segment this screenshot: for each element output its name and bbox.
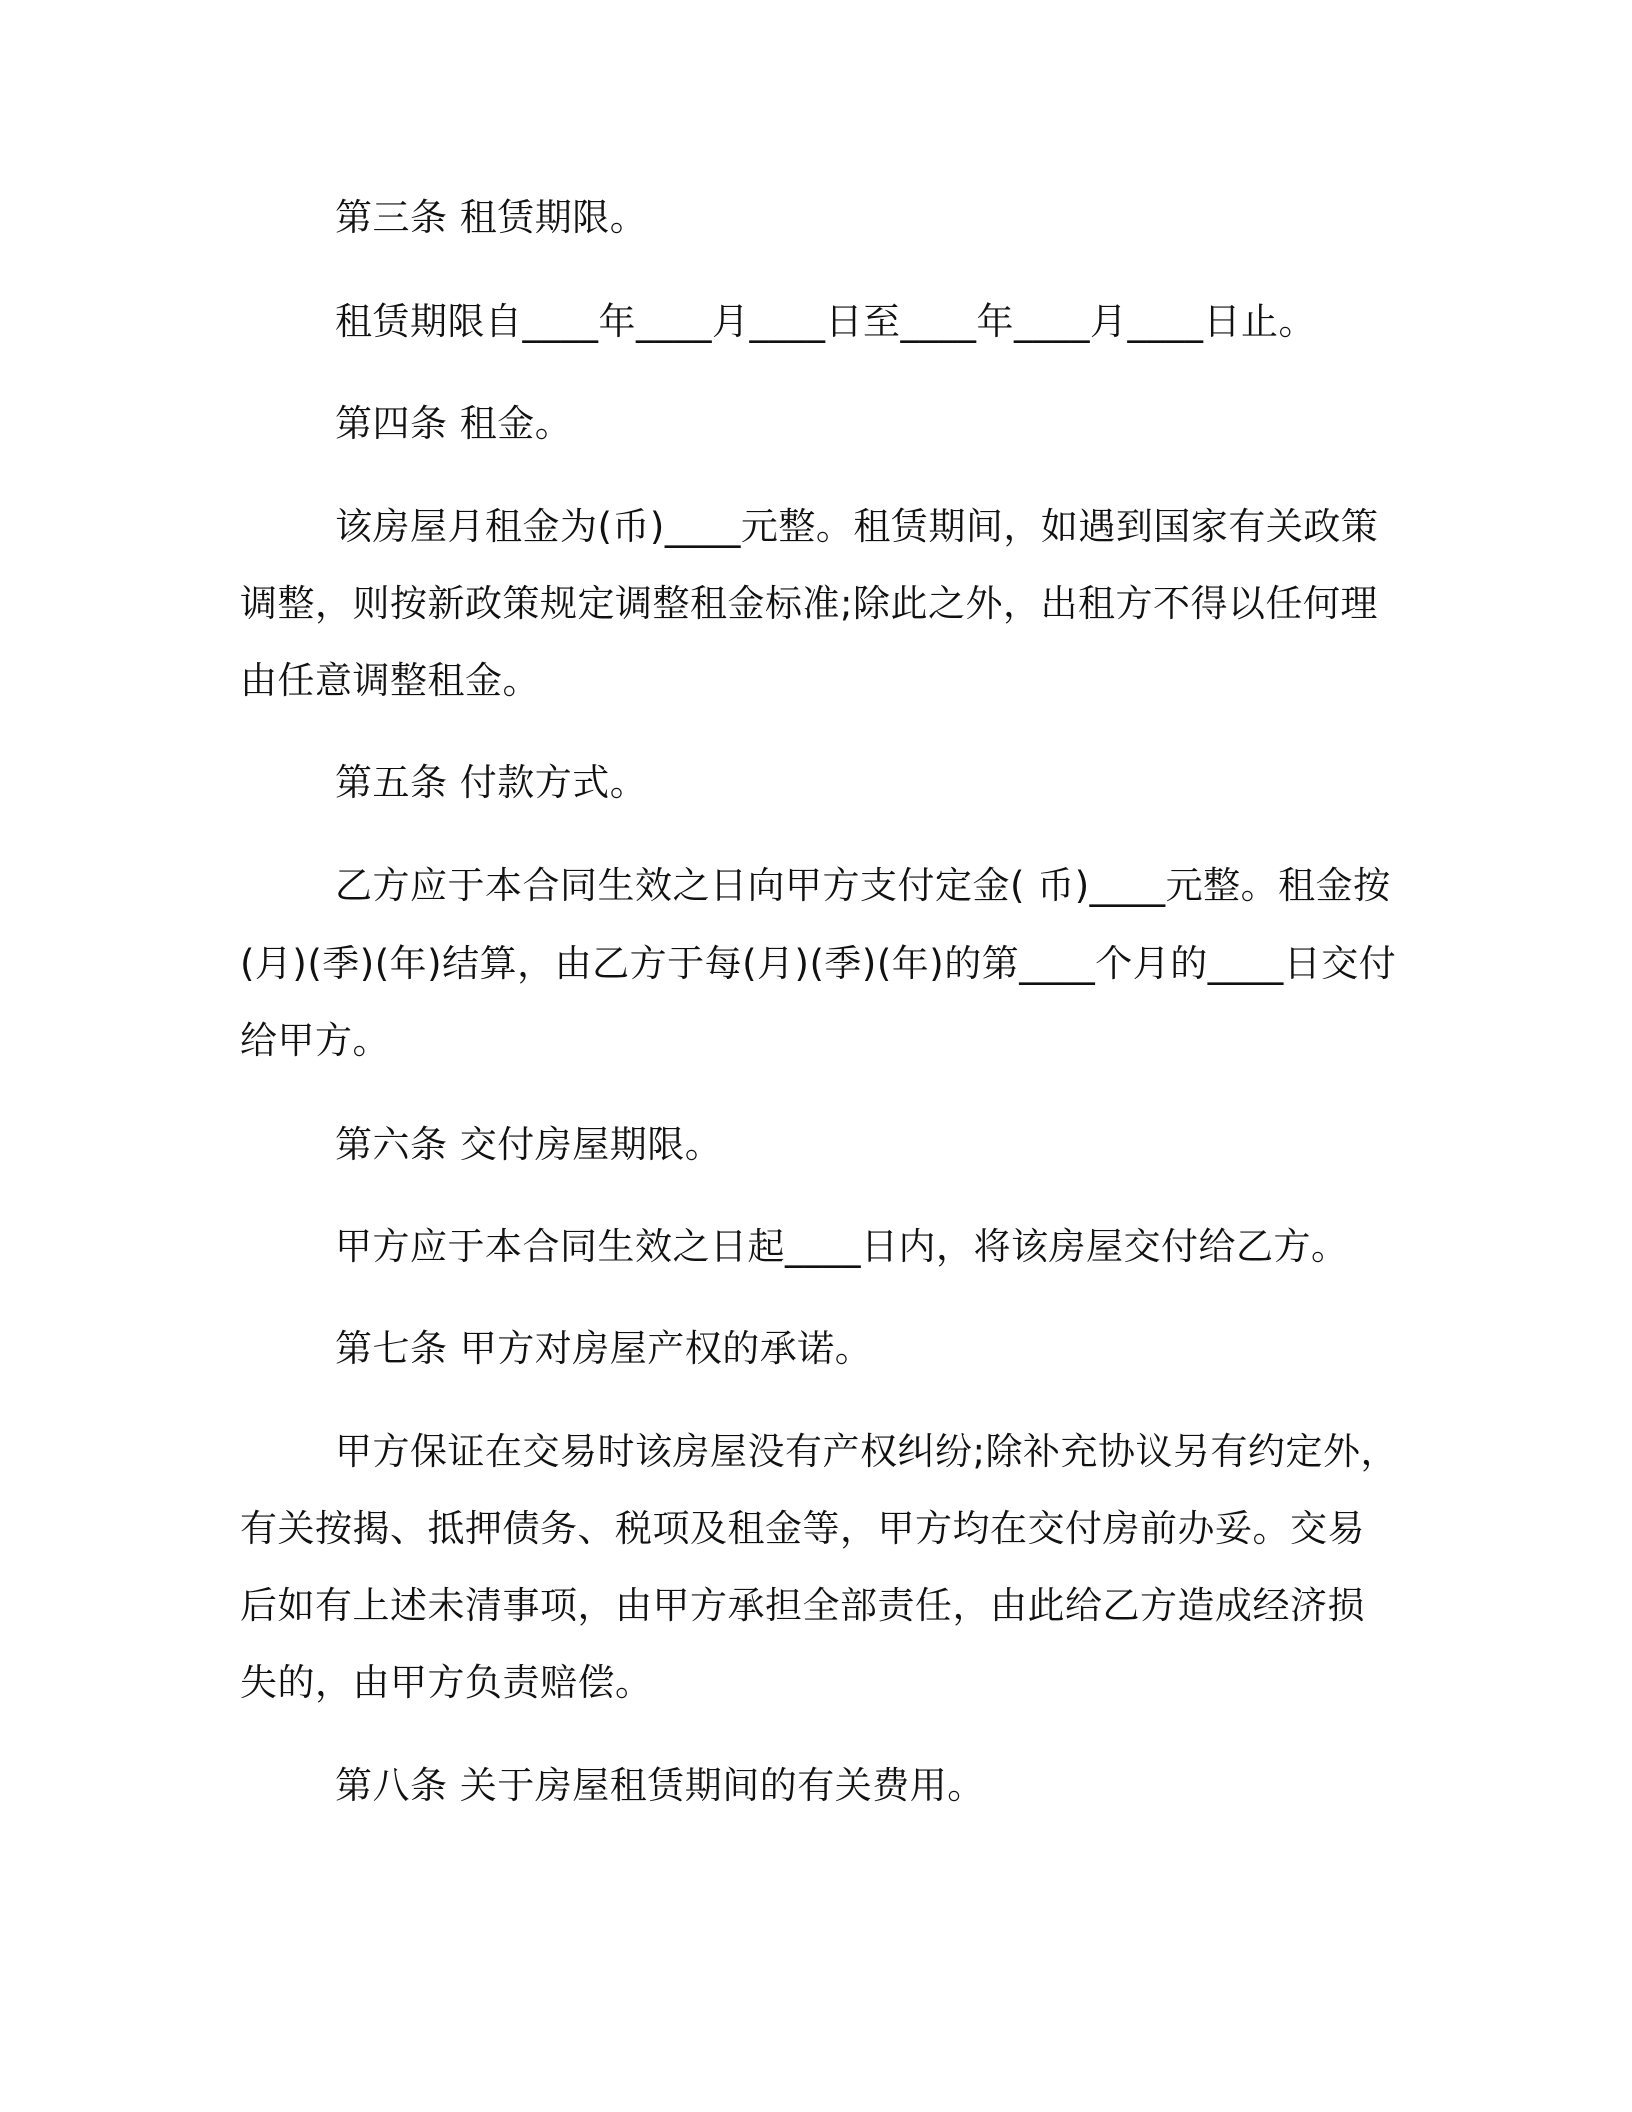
article-4-body-line-1: 该房屋月租金为(币)____元整。租赁期间，如遇到国家有关政策	[335, 505, 1379, 548]
article-4-body-line-2: 调整，则按新政策规定调整租金标准;除此之外，出租方不得以任何理	[240, 582, 1378, 625]
article-3-body: 租赁期限自____年____月____日至____年____月____日止。	[335, 300, 1316, 343]
article-5-body-line-2: (月)(季)(年)结算，由乙方于每(月)(季)(年)的第____个月的____日交付	[240, 942, 1397, 985]
article-6-heading: 第六条 交付房屋期限。	[335, 1123, 723, 1166]
article-8-heading: 第八条 关于房屋租赁期间的有关费用。	[335, 1764, 985, 1807]
article-4-heading: 第四条 租金。	[335, 402, 573, 445]
article-7-body-line-4: 失的，由甲方负责赔偿。	[240, 1661, 653, 1704]
article-7-body-line-3: 后如有上述未清事项，由甲方承担全部责任，由此给乙方造成经济损	[240, 1584, 1365, 1627]
article-7-body-line-2: 有关按揭、抵押债务、税项及租金等，甲方均在交付房前办妥。交易	[240, 1507, 1365, 1550]
article-5-body-line-3: 给甲方。	[240, 1019, 390, 1062]
article-6-body: 甲方应于本合同生效之日起____日内，将该房屋交付给乙方。	[335, 1225, 1349, 1268]
article-3-heading: 第三条 租赁期限。	[335, 196, 648, 239]
article-7-heading: 第七条 甲方对房屋产权的承诺。	[335, 1327, 873, 1370]
article-5-body-line-1: 乙方应于本合同生效之日向甲方支付定金( 币)____元整。租金按	[335, 864, 1391, 907]
article-4-body-line-3: 由任意调整租金。	[240, 659, 540, 702]
article-7-body-line-1: 甲方保证在交易时该房屋没有产权纠纷;除补充协议另有约定外，	[335, 1430, 1398, 1473]
article-5-heading: 第五条 付款方式。	[335, 761, 648, 804]
